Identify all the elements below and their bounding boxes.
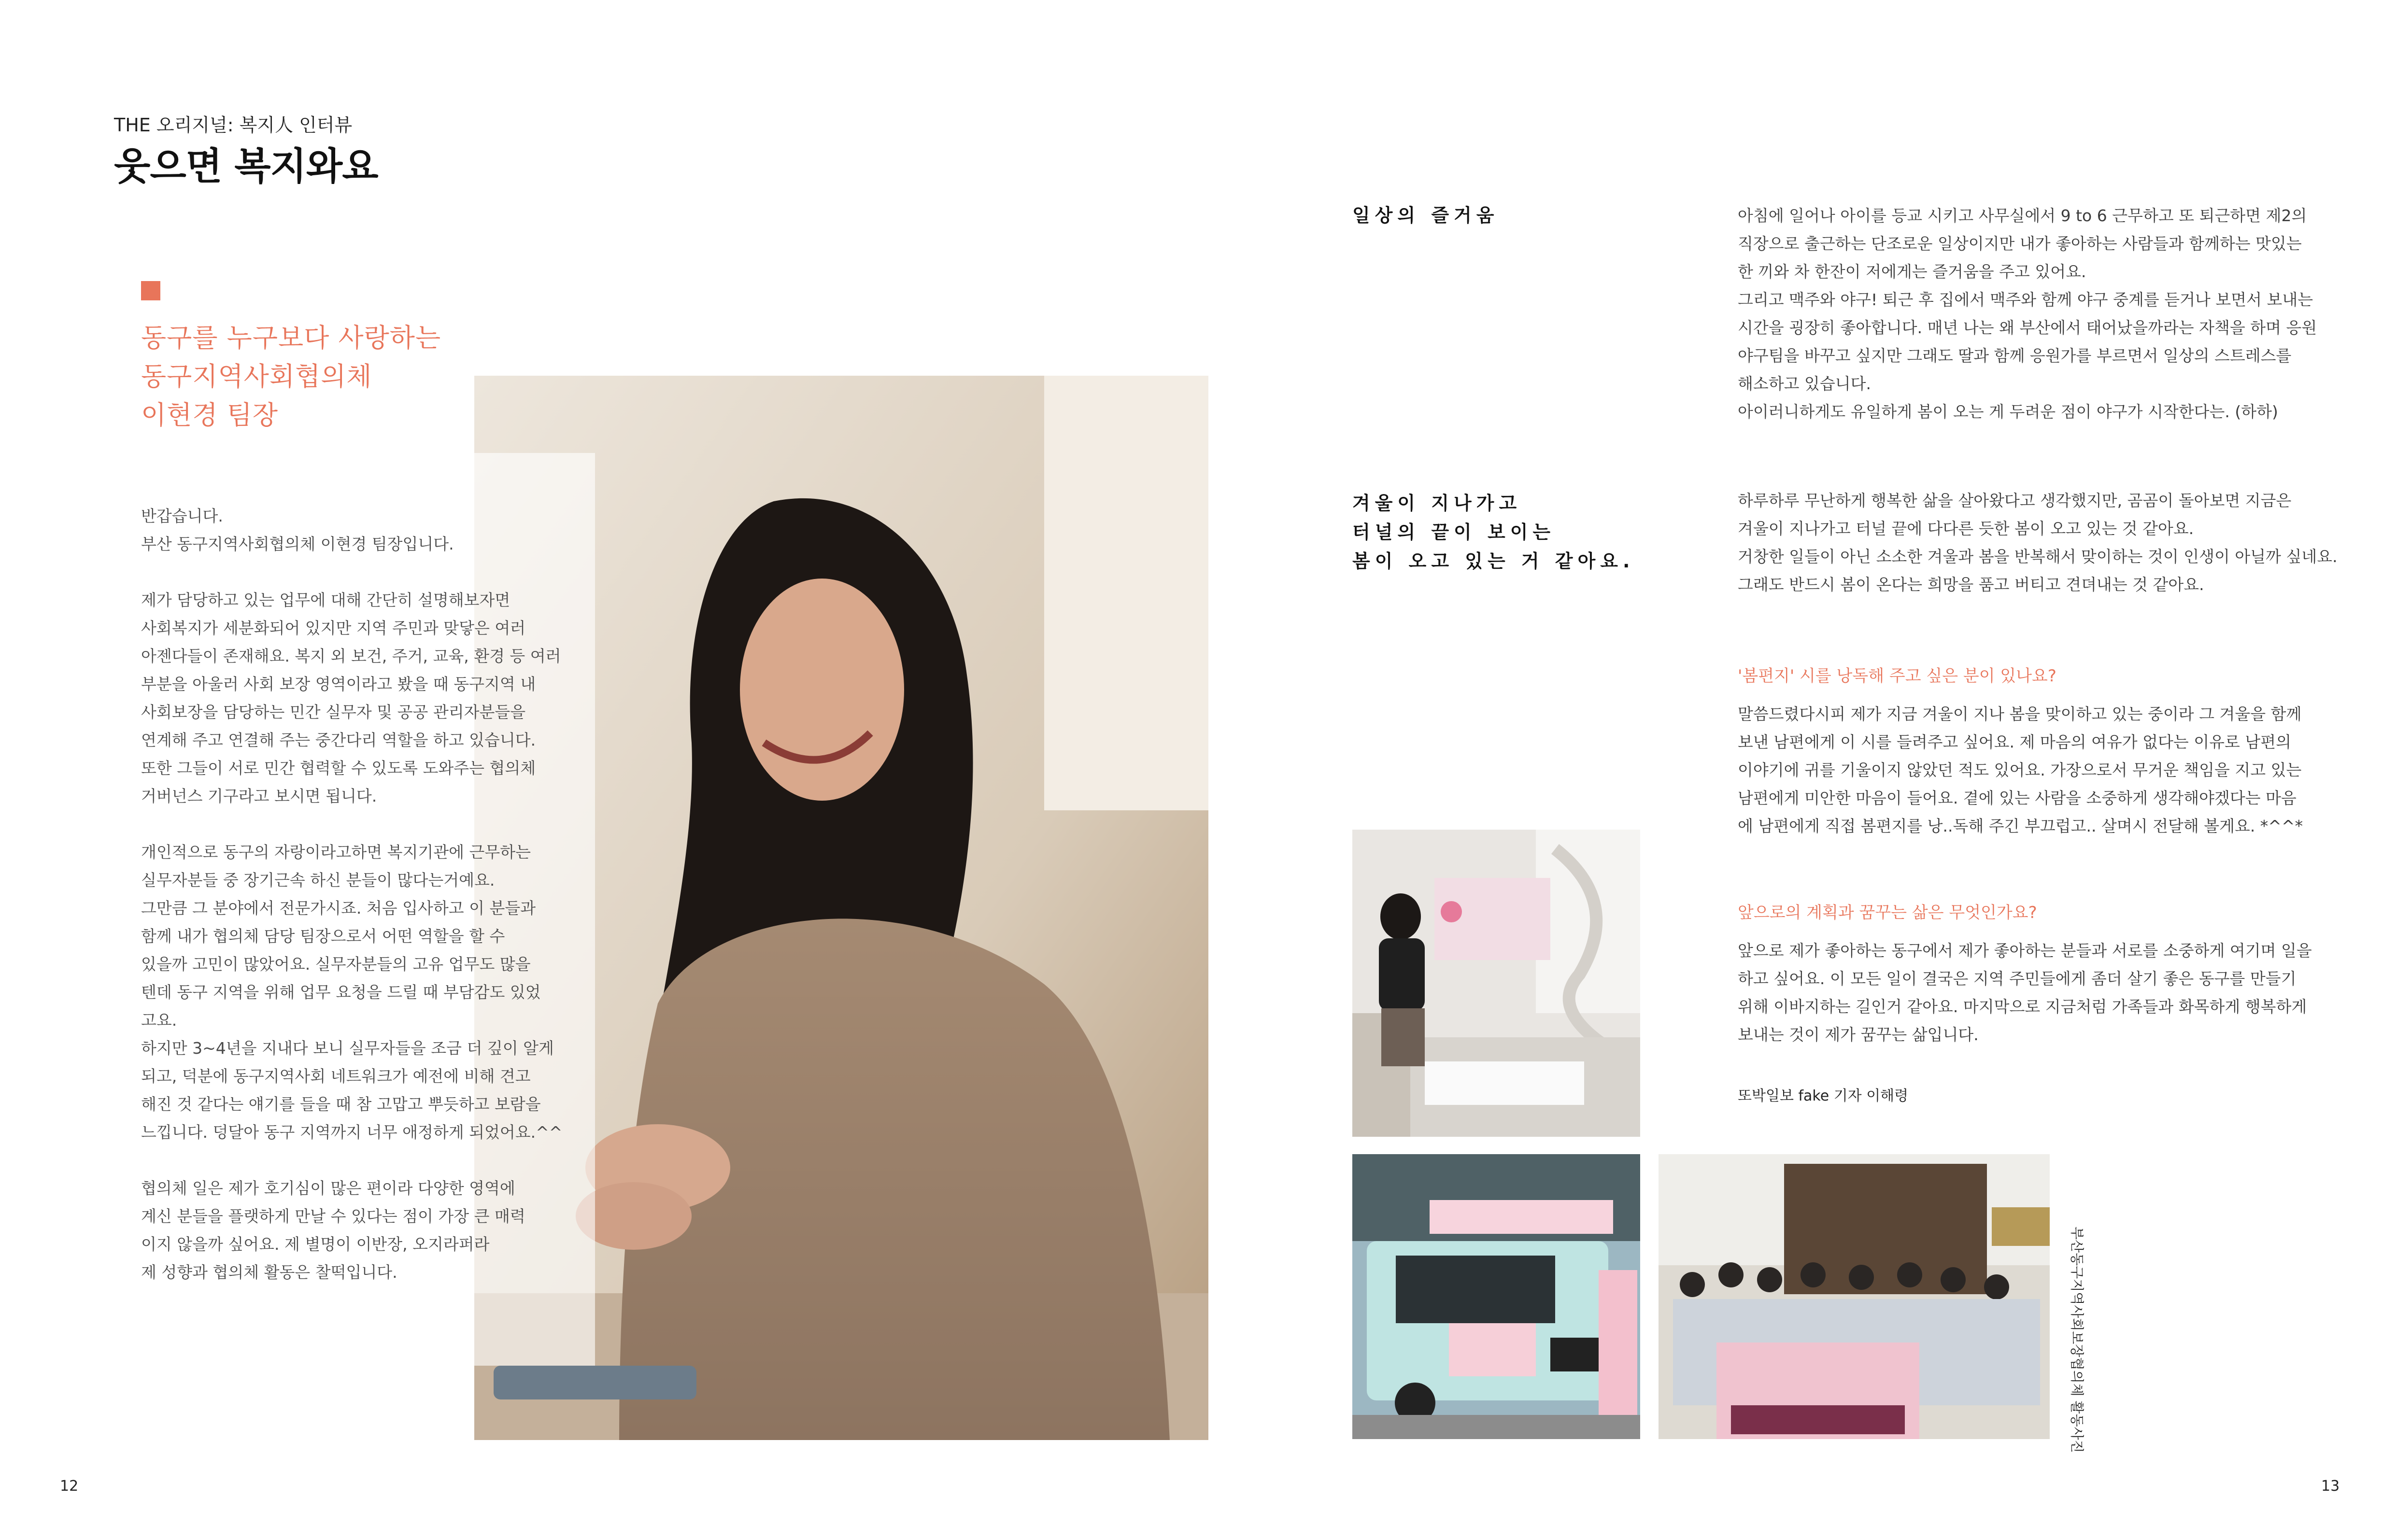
article-title: 웃으면 복지와요 (114, 145, 378, 188)
paragraph (141, 838, 563, 1146)
text-line: 아이러니하게도 유일하게 봄이 오는 게 두려운 점이 야구가 시작한다는. (하하) (1738, 402, 2278, 421)
interviewee-profile (141, 319, 508, 435)
text-line: 하고 싶어요. 이 모든 일이 결국은 지역 주민들에게 좀더 살기 좋은 동구를 만들기 (1738, 969, 2297, 988)
text-line: 반갑습니다. (141, 507, 223, 525)
byline: 또박일보 fake 기자 이해령 (1738, 1088, 1909, 1104)
section-heading-spring (1352, 489, 1634, 576)
text-line: 보내는 것이 제가 꿈꾸는 삶입니다. (1738, 1025, 1979, 1044)
text-line: 제 성향과 협의체 활동은 찰떡입니다. (141, 1263, 397, 1282)
text-line: 되고, 덕분에 동구지역사회 네트워크가 예전에 비해 견고 (141, 1067, 531, 1086)
page-number-left: 12 (60, 1478, 79, 1495)
text-line: 느낍니다. 덩달아 동구 지역까지 너무 애정하게 되었어요.^^ (141, 1123, 563, 1142)
section-heading-daily-joy: 일상의 즐거움 (1352, 205, 1499, 226)
text-line: 한 끼와 차 한잔이 저에게는 즐거움을 주고 있어요. (1738, 262, 2086, 281)
profile-line: 동구지역사회협의체 (141, 361, 372, 392)
text-line: 실무자분들 중 장기근속 하신 분들이 많다는거예요. (141, 871, 495, 890)
text-line: 거창한 일들이 아닌 소소한 겨울과 봄을 반복해서 맞이하는 것이 인생이 아닐까 싶네요. (1738, 547, 2338, 566)
seminar-photo (1352, 830, 1640, 1137)
text-line: 말씀드렸다시피 제가 지금 겨울이 지나 봄을 맞이하고 있는 중이라 그 겨울을 함께 (1738, 705, 2302, 723)
accent-square-icon (141, 281, 160, 300)
text-line: 부분을 아울러 사회 보장 영역이라고 봤을 때 동구지역 내 (141, 675, 536, 693)
text-line: 보낸 남편에게 이 시를 들려주고 싶어요. 제 마음의 여유가 없다는 이유로 남편의 (1738, 733, 2291, 751)
text-line: 시간을 굉장히 좋아합니다. 매년 나는 왜 부산에서 태어났을까라는 자책을 하며 응원 (1738, 318, 2317, 337)
text-line: 함께 내가 협의체 담당 팀장으로서 어떤 역할을 할 수 (141, 927, 505, 946)
profile-line: 동구를 누구보다 사랑하는 (141, 323, 441, 353)
group-photo (1659, 1154, 2050, 1439)
page-number-right: 13 (2321, 1478, 2340, 1495)
coffee-truck-photo (1352, 1154, 1640, 1439)
text-line: 해진 것 같다는 얘기를 들을 때 참 고맙고 뿌듯하고 보람을 (141, 1095, 541, 1114)
text-line: 텐데 동구 지역을 위해 업무 요청을 드릴 때 부담감도 있었 (141, 983, 541, 1002)
text-line: 앞으로 제가 좋아하는 동구에서 제가 좋아하는 분들과 서로를 소중하게 여기며 일을 (1738, 941, 2312, 960)
text-line: 남편에게 미안한 마음이 들어요. 곁에 있는 사람을 소중하게 생각해야겠다는 마음 (1738, 789, 2297, 807)
text-line: 이야기에 귀를 기울이지 않았던 적도 있어요. 가장으로서 무거운 책임을 지고 있는 (1738, 761, 2302, 779)
paragraph (141, 1174, 556, 1286)
text-line: 그만큼 그 분야에서 전문가시죠. 처음 입사하고 이 분들과 (141, 899, 536, 918)
text-line: 협의체 일은 제가 호기심이 많은 편이라 다양한 영역에 (141, 1179, 515, 1198)
text-line: 고요. (141, 1011, 177, 1030)
heading-line: 겨울이 지나가고 (1352, 493, 1522, 514)
heading-line: 터널의 끝이 보이는 (1352, 522, 1556, 543)
text-line: 그래도 반드시 봄이 온다는 희망을 품고 버티고 견뎌내는 것 같아요. (1738, 575, 2204, 594)
text-line: 에 남편에게 직접 봄편지를 낭..독해 주긴 부끄럽고.. 살며시 전달해 볼게요. *^^* (1738, 817, 2303, 835)
photo-credit-text: 부산동구지역사회보장협의체 활동사진 (2069, 1227, 2085, 1453)
magazine-section-label: THE 오리지널: 복지人 인터뷰 (114, 114, 353, 136)
text-line: 계신 분들을 플랫하게 만날 수 있다는 점이 가장 큰 매력 (141, 1207, 525, 1226)
text-line: 하루하루 무난하게 행복한 삶을 살아왔다고 생각했지만, 곰곰이 돌아보면 지금은 (1738, 491, 2292, 510)
paragraph (141, 586, 561, 810)
text-line: 이지 않을까 싶어요. 제 별명이 이반장, 오지라퍼라 (141, 1235, 490, 1254)
question-heading: 앞으로의 계획과 꿈꾸는 삶은 무엇인가요? (1738, 903, 2037, 922)
text-line: 있을까 고민이 많았어요. 실무자분들의 고유 업무도 많을 (141, 955, 531, 974)
section-text-spring (1738, 487, 2337, 599)
text-line: 야구팀을 바꾸고 싶지만 그래도 딸과 함께 응원가를 부르면서 일상의 스트레스를 (1738, 346, 2292, 365)
text-line: 겨울이 지나가고 터널 끝에 다다른 듯한 봄이 오고 있는 것 같아요. (1738, 519, 2194, 538)
text-line: 그리고 맥주와 야구! 퇴근 후 집에서 맥주와 함께 야구 중계를 듣거나 보면서 보내는 (1738, 290, 2313, 309)
answer-text (1738, 700, 2337, 840)
text-line: 연계해 주고 연결해 주는 중간다리 역할을 하고 있습니다. (141, 731, 536, 749)
left-body-text (141, 502, 563, 1314)
text-line: 아젠다들이 존재해요. 복지 외 보건, 주거, 교육, 환경 등 여러 (141, 647, 561, 665)
text-line: 사회복지가 세분화되어 있지만 지역 주민과 맞닿은 여러 (141, 619, 526, 637)
section-text-daily-joy (1738, 202, 2337, 426)
answer-text (1738, 937, 2337, 1049)
photo-credit-caption (2066, 1227, 2095, 1453)
text-line: 직장으로 출근하는 단조로운 일상이지만 내가 좋아하는 사람들과 함께하는 맛있는 (1738, 234, 2302, 253)
text-line: 해소하고 있습니다. (1738, 374, 1871, 393)
text-line: 아침에 일어나 아이를 등교 시키고 사무실에서 9 to 6 근무하고 또 퇴근하면 제2의 (1738, 206, 2307, 225)
profile-line: 이현경 팀장 (141, 400, 278, 430)
text-line: 거버넌스 기구라고 보시면 됩니다. (141, 787, 377, 805)
paragraph (141, 502, 556, 558)
text-line: 또한 그들이 서로 민간 협력할 수 있도록 도와주는 협의체 (141, 759, 536, 777)
question-heading: '봄편지' 시를 낭독해 주고 싶은 분이 있나요? (1738, 666, 2056, 686)
heading-line: 봄이 오고 있는 거 같아요. (1352, 551, 1635, 572)
text-line: 개인적으로 동구의 자랑이라고하면 복지기관에 근무하는 (141, 843, 531, 862)
text-line: 사회보장을 담당하는 민간 실무자 및 공공 관리자분들을 (141, 703, 526, 721)
text-line: 위해 이바지하는 길인거 같아요. 마지막으로 지금처럼 가족들과 화목하게 행복하게 (1738, 997, 2307, 1016)
text-line: 제가 담당하고 있는 업무에 대해 간단히 설명해보자면 (141, 591, 510, 609)
text-line: 하지만 3~4년을 지내다 보니 실무자들을 조금 더 깊이 알게 (141, 1039, 554, 1058)
text-line: 부산 동구지역사회협의체 이현경 팀장입니다. (141, 535, 454, 553)
